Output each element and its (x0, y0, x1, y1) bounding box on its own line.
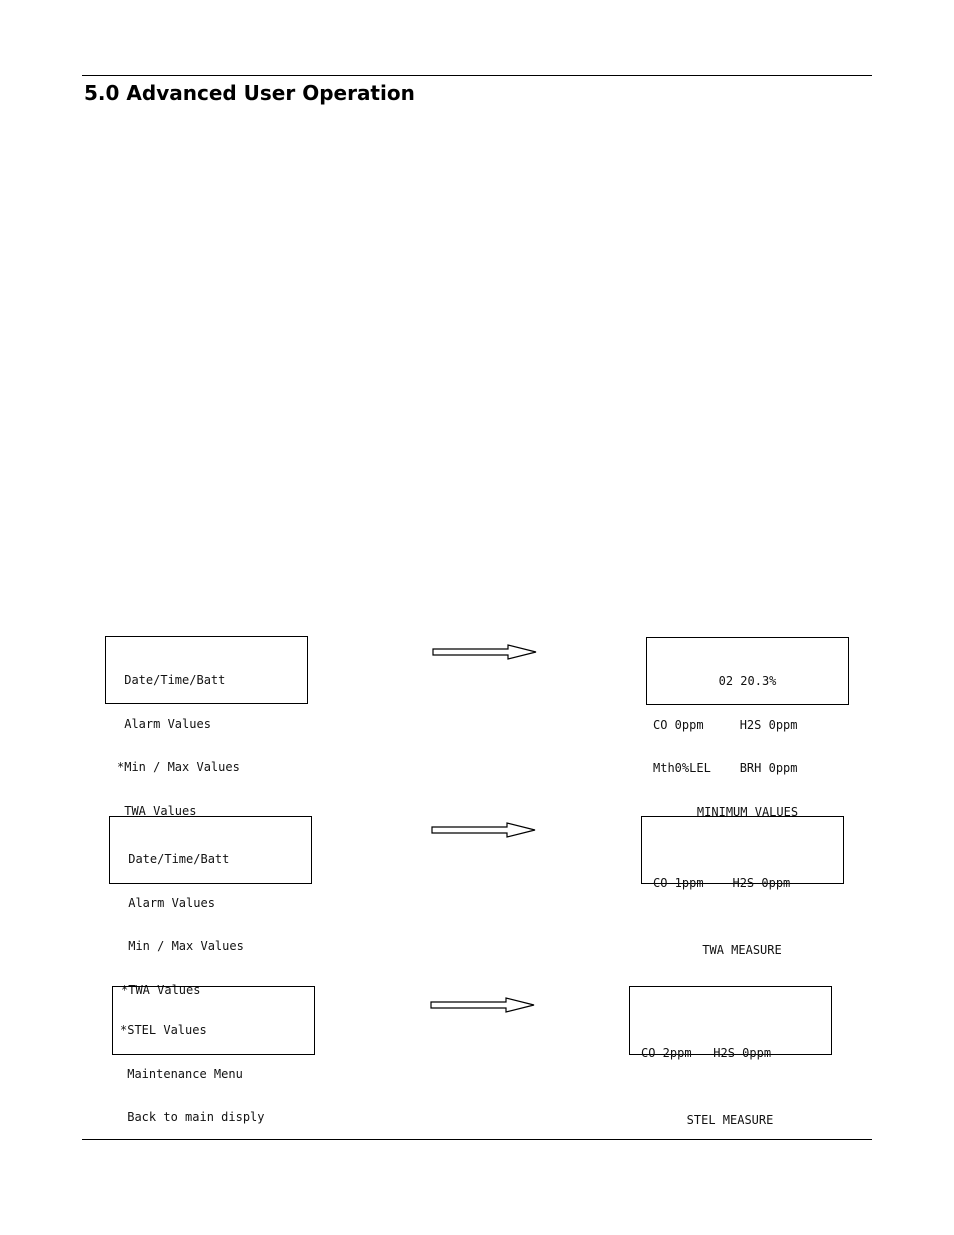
menu-display-twa (109, 816, 312, 997)
footer-rule (82, 1139, 872, 1140)
menu-line: TWA Values (117, 803, 197, 818)
right-arrow-icon (432, 644, 538, 660)
menu-line-selected: *TWA Values (121, 982, 201, 997)
result-display-minimum-values (646, 637, 849, 819)
menu-line: Date/Time/Batt (121, 852, 230, 866)
result-line: CO 2ppm H2S 0ppm (641, 1046, 772, 1060)
menu-line: Date/Time/Batt (117, 673, 226, 687)
menu-line: Back to main disply (120, 1110, 265, 1124)
menu-line-selected: *STEL Values (120, 1023, 207, 1037)
header-rule (82, 75, 872, 76)
menu-display-min-max (105, 636, 308, 818)
menu-line: Min / Max Values (121, 939, 244, 953)
menu-line: Alarm Values (121, 895, 215, 910)
menu-line-selected: *Min / Max Values (117, 760, 240, 774)
menu-line: Maintenance Menu (120, 1066, 243, 1081)
section-heading: 5.0 Advanced User Operation (84, 81, 415, 105)
result-caption: MINIMUM VALUES (696, 804, 799, 819)
menu-display-stel (112, 986, 315, 1124)
result-line: CO 0ppm H2S 0ppm (653, 717, 798, 732)
result-line: Mth0%LEL BRH 0ppm (653, 761, 798, 775)
right-arrow-icon (431, 822, 537, 838)
result-line: CO 1ppm H2S 0ppm (653, 876, 791, 890)
result-display-stel-measure (629, 986, 832, 1127)
result-caption: TWA MEASURE (702, 943, 782, 957)
result-line-o2: 02 20.3% (718, 674, 777, 688)
menu-line: Alarm Values (117, 716, 211, 731)
right-arrow-icon (430, 997, 536, 1013)
result-display-twa-measure (641, 816, 844, 957)
result-caption: STEL MEASURE (686, 1113, 774, 1127)
